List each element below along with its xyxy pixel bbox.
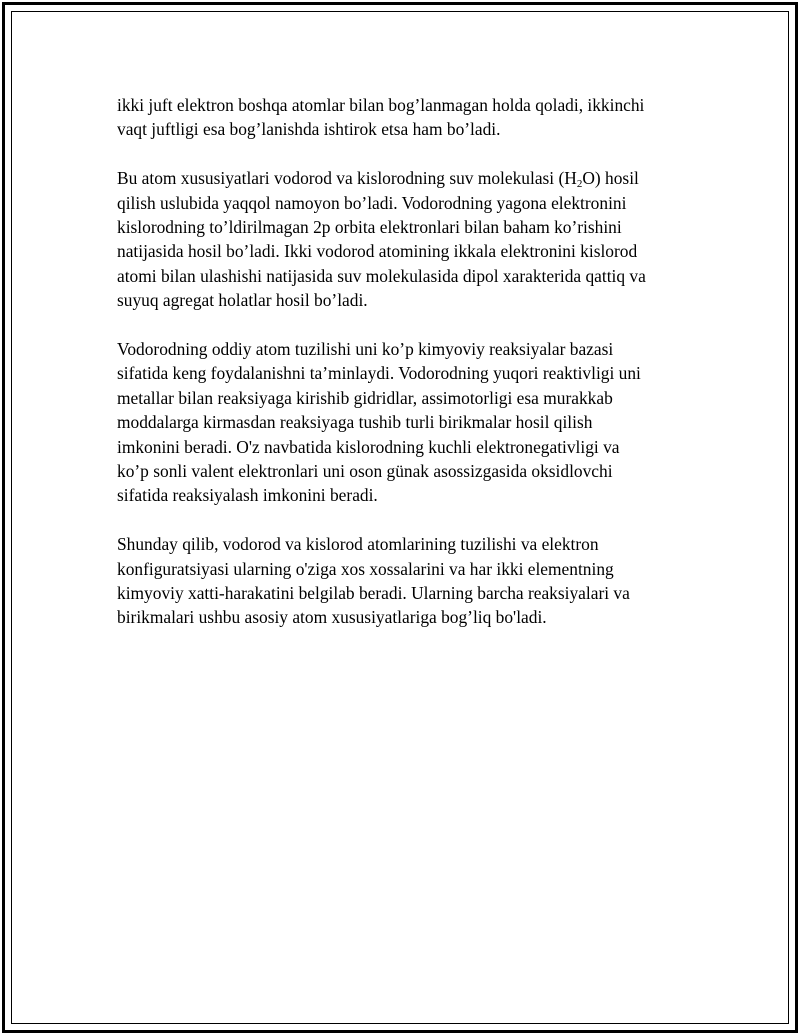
paragraph-2 <box>117 166 687 312</box>
paragraph-3: Vodorodning oddiy atom tuzilishi uni ko’p kimyoviy reaksiyalar bazasi sifatida keng foydalanishni ta’minlaydi. Vodorodning yuqori reaktivligi uni metallar bilan reaksiyaga kirishib gidridlar, assimotorligi esa murakkab moddalarga kirmasdan reaksiyaga tushib turli birikmalar hosil qilish imkonini beradi. O'z navbatida kislorodning kuchli elektronegativligi va ko’p sonli valent elektronlari uni oson günak asossizgasida oksidlovchi sifatida reaksiyalash imkonini beradi. <box>117 339 641 506</box>
water-formula-subscript: 2 <box>576 178 583 191</box>
paragraph-1: ikki juft elektron boshqa atomlar bilan bog’lanmagan holda qoladi, ikkinchi vaqt juftligi esa bog’lanishda ishtirok etsa ham bo’ladi. <box>117 95 645 140</box>
paragraph-2-text-before: Bu atom xususiyatlari vodorod va kislorodning suv molekulasi (H <box>117 168 577 189</box>
paragraph-2-text-after: O) hosil qilish uslubida yaqqol namoyon bo’ladi. Vodorodning yagona elektronini kislorodning to’ldirilmagan 2p orbita elektronlari bilan baham ko’rishini natijasida hosil bo’ladi. Ikki vodorod atomining ikkala elektronini kislorod atomi bilan ulashishi natijasida suv molekulasida dipol xarakterida qattiq va suyuq agregat holatlar hosil bo’ladi. <box>117 168 646 311</box>
document-body <box>117 93 687 630</box>
paragraph-4: Shunday qilib, vodorod va kislorod atomlarining tuzilishi va elektron konfiguratsiyasi ularning o'ziga xos xossalarini va har ikki elementning kimyoviy xatti-harakatini belgilab beradi. Ularning barcha reaksiyalari va birikmalari ushbu asosiy atom xususiyatlariga bog’liq bo'ladi. <box>117 534 630 628</box>
